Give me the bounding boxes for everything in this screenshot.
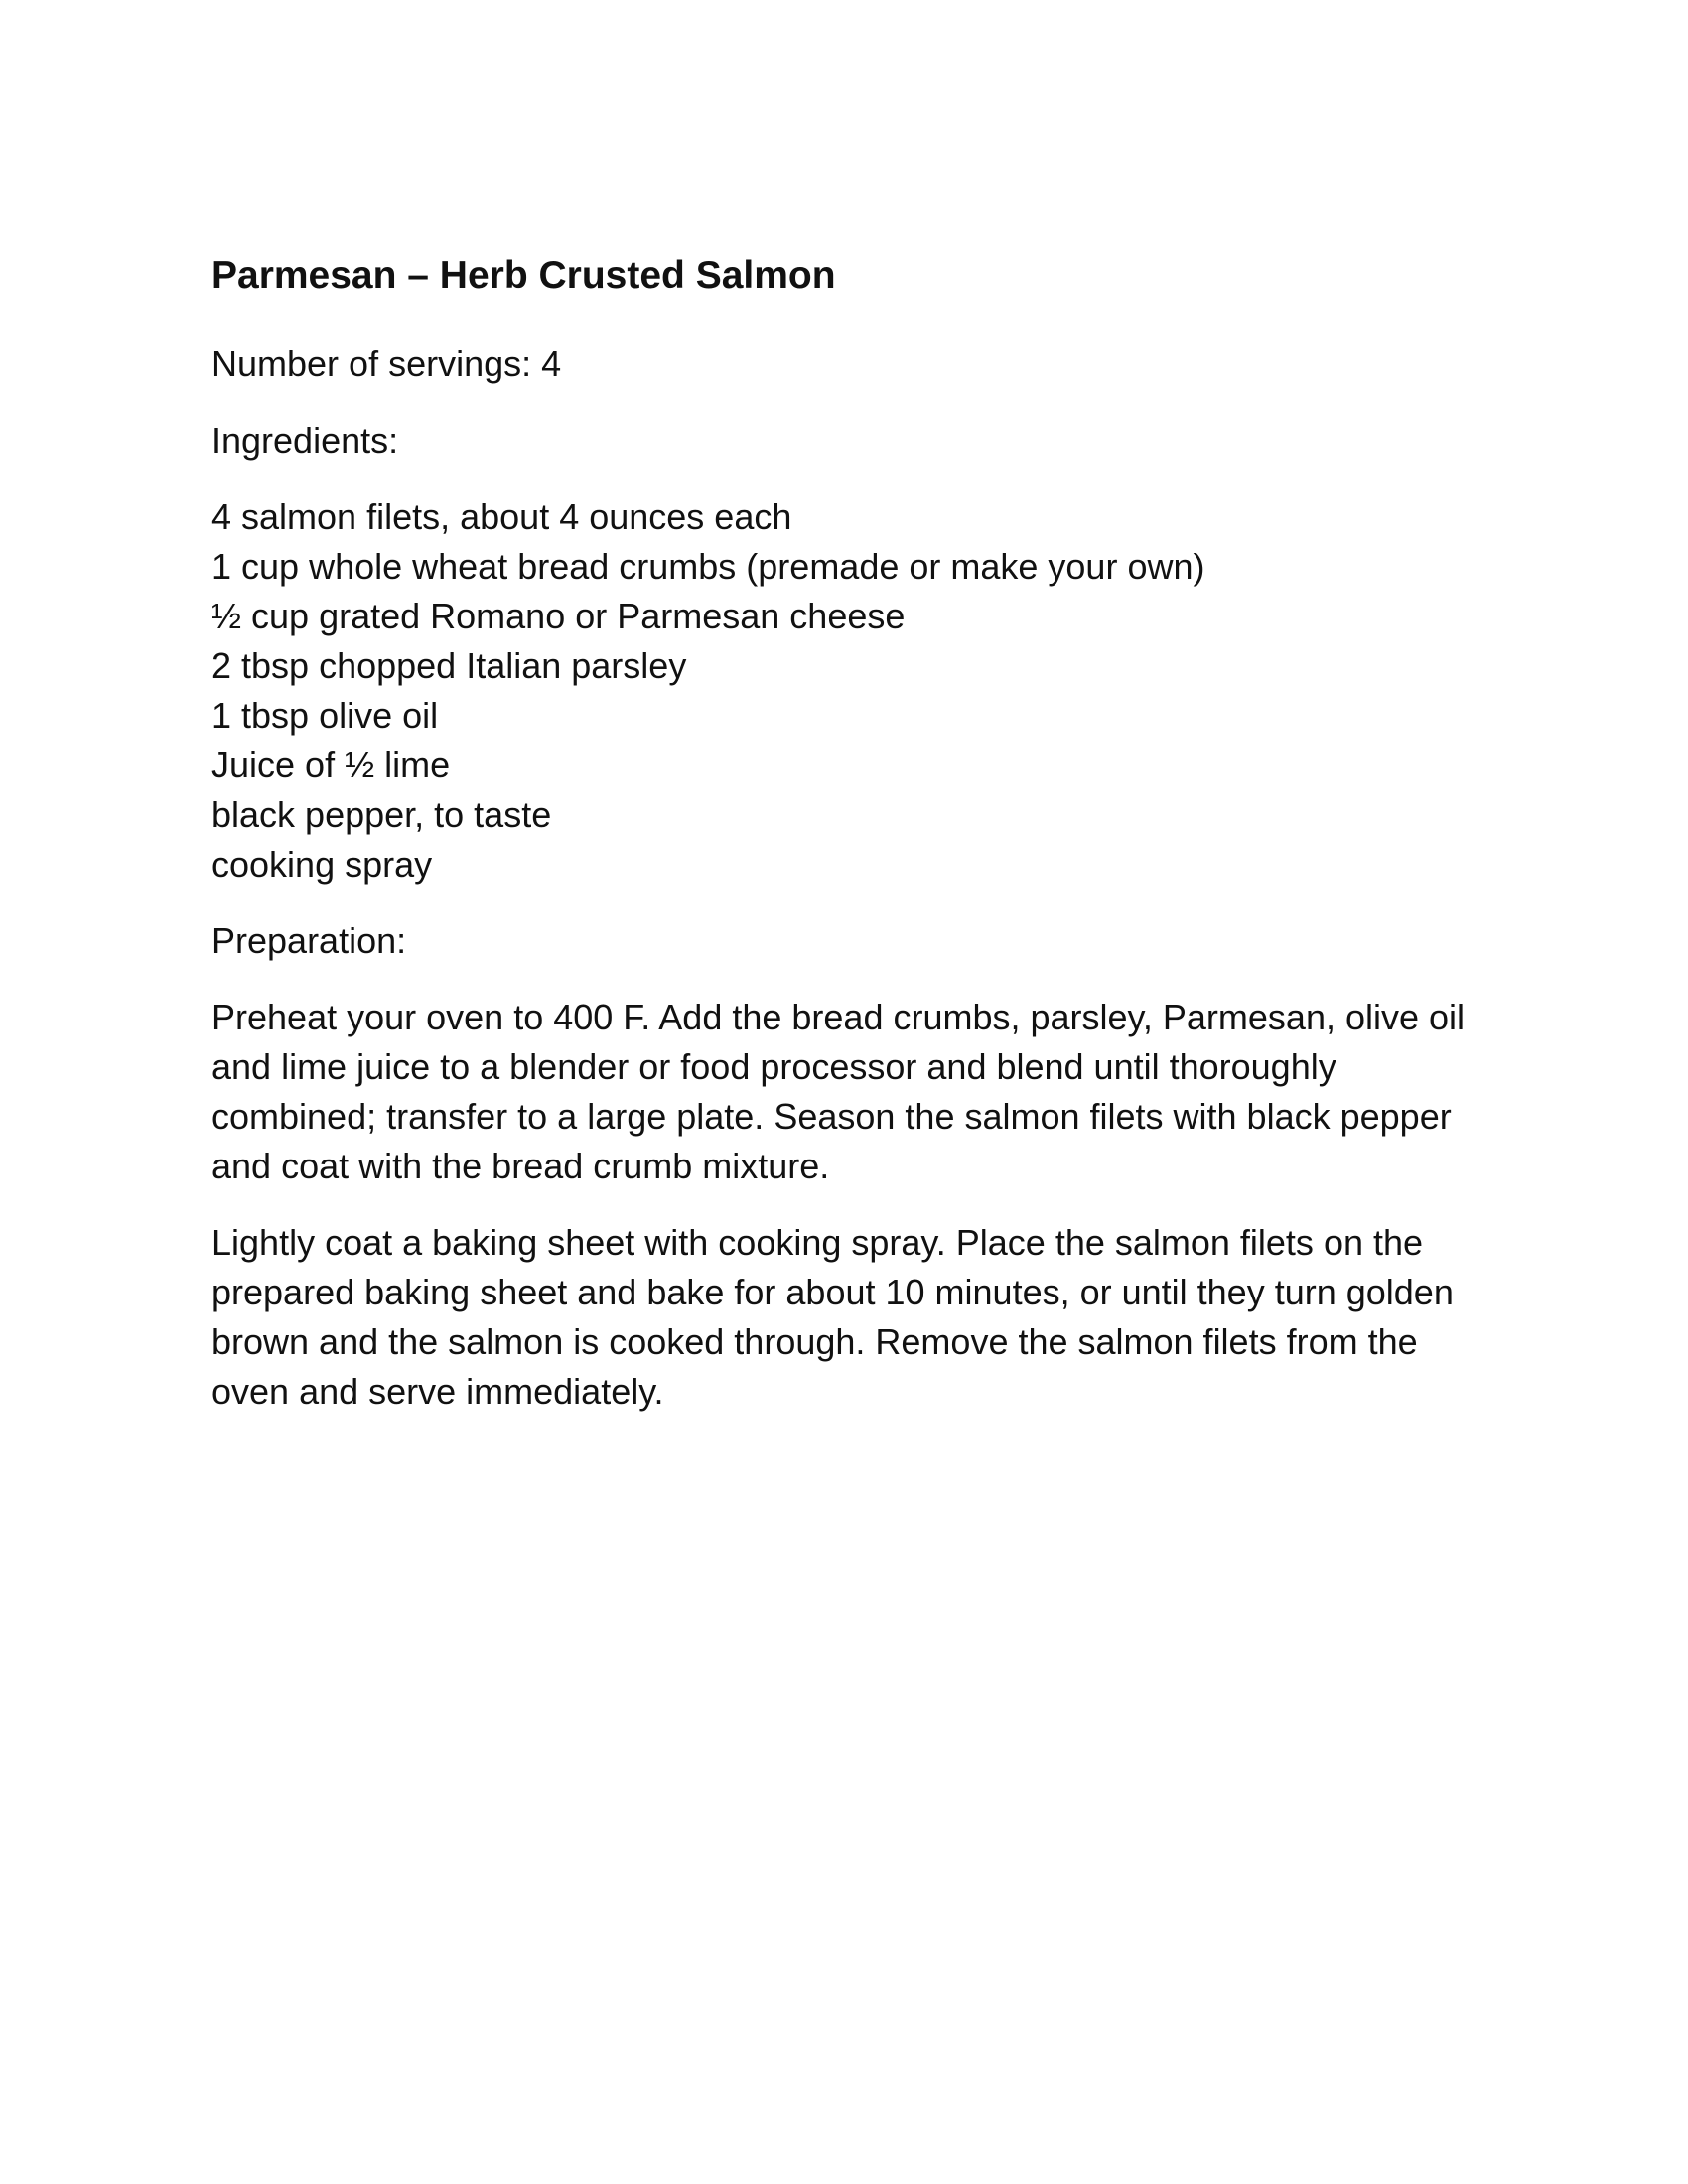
ingredient-item: 4 salmon filets, about 4 ounces each <box>211 496 792 537</box>
ingredient-item: cooking spray <box>211 844 433 885</box>
preparation-heading: Preparation: <box>211 920 407 961</box>
ingredients-list <box>211 492 1204 889</box>
recipe-page <box>211 248 1492 1412</box>
ingredient-item: black pepper, to taste <box>211 794 552 835</box>
preparation-paragraph: Preheat your oven to 400 F. Add the bread crumbs, parsley, Parmesan, olive oil and lime juice to a blender or food processor and blend until thoroughly combined; transfer to a large plate. Season the salmon filets with black pepper and coat with the bread crumb mixture. <box>211 997 1466 1186</box>
ingredient-item: 1 cup whole wheat bread crumbs (premade or make your own) <box>211 546 1205 587</box>
ingredients-heading: Ingredients: <box>211 420 399 461</box>
servings-text: Number of servings: 4 <box>211 343 562 384</box>
ingredient-item: 1 tbsp olive oil <box>211 695 439 736</box>
recipe-title: Parmesan – Herb Crusted Salmon <box>211 254 836 297</box>
preparation-paragraph: Lightly coat a baking sheet with cooking spray. Place the salmon filets on the prepared baking sheet and bake for about 10 minutes, or until they turn golden brown and the salmon is cooked through. Remove the salmon filets from the oven and serve immediately. <box>211 1222 1454 1412</box>
ingredient-item: ½ cup grated Romano or Parmesan cheese <box>211 596 906 636</box>
ingredient-item: 2 tbsp chopped Italian parsley <box>211 645 687 686</box>
ingredient-item: Juice of ½ lime <box>211 745 451 785</box>
